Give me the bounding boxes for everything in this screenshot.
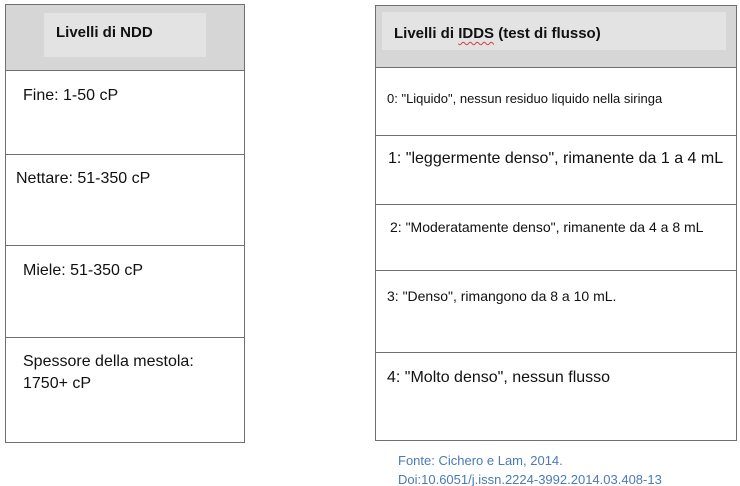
- idds-levels-table: [375, 5, 737, 441]
- ndd-row-nectar: [6, 155, 244, 246]
- idds-table-header: [376, 6, 736, 68]
- ndd-row-text: Spessore della mestola: 1750+ cP: [23, 353, 194, 392]
- source-line: Fonte: Cichero e Lam, 2014.: [398, 453, 563, 468]
- doi-line: Doi:10.6051/j.issn.2224-3992.2014.03.408-13: [398, 472, 662, 486]
- idds-row-level-3: [376, 271, 736, 353]
- idds-row-text: 2: "Moderatamente denso", rimanente da 4 a 8 mL: [390, 219, 704, 235]
- idds-row-level-1: [376, 136, 736, 205]
- ndd-row-thin: [6, 71, 244, 155]
- ndd-levels-table: [5, 4, 245, 443]
- idds-row-text: 3: "Denso", rimangono da 8 a 10 mL.: [387, 288, 617, 304]
- source-citation: [398, 451, 662, 486]
- ndd-row-text: Nettare: 51-350 cP: [16, 170, 151, 187]
- idds-row-text: 0: "Liquido", nessun residuo liquido nella siringa: [387, 91, 663, 106]
- idds-header-prefix: Livelli di: [394, 25, 459, 42]
- idds-row-level-0: [376, 68, 736, 136]
- ndd-header-title: Livelli di NDD: [56, 24, 153, 41]
- idds-row-level-2: [376, 205, 736, 271]
- ndd-row-honey: [6, 246, 244, 338]
- idds-row-text: 4: "Molto denso", nessun flusso: [387, 369, 611, 386]
- ndd-row-spoon: [6, 338, 244, 442]
- ndd-row-text: Miele: 51-350 cP: [23, 262, 144, 279]
- ndd-table-header: [6, 5, 244, 71]
- idds-header-suffix: (test di flusso): [494, 25, 601, 42]
- ndd-row-text: Fine: 1-50 cP: [23, 87, 119, 104]
- idds-row-level-4: [376, 353, 736, 440]
- idds-header-acronym: IDDS: [458, 25, 495, 42]
- idds-row-text: 1: "leggermente denso", rimanente da 1 a 4 mL: [388, 150, 724, 167]
- idds-header-title: [394, 25, 601, 42]
